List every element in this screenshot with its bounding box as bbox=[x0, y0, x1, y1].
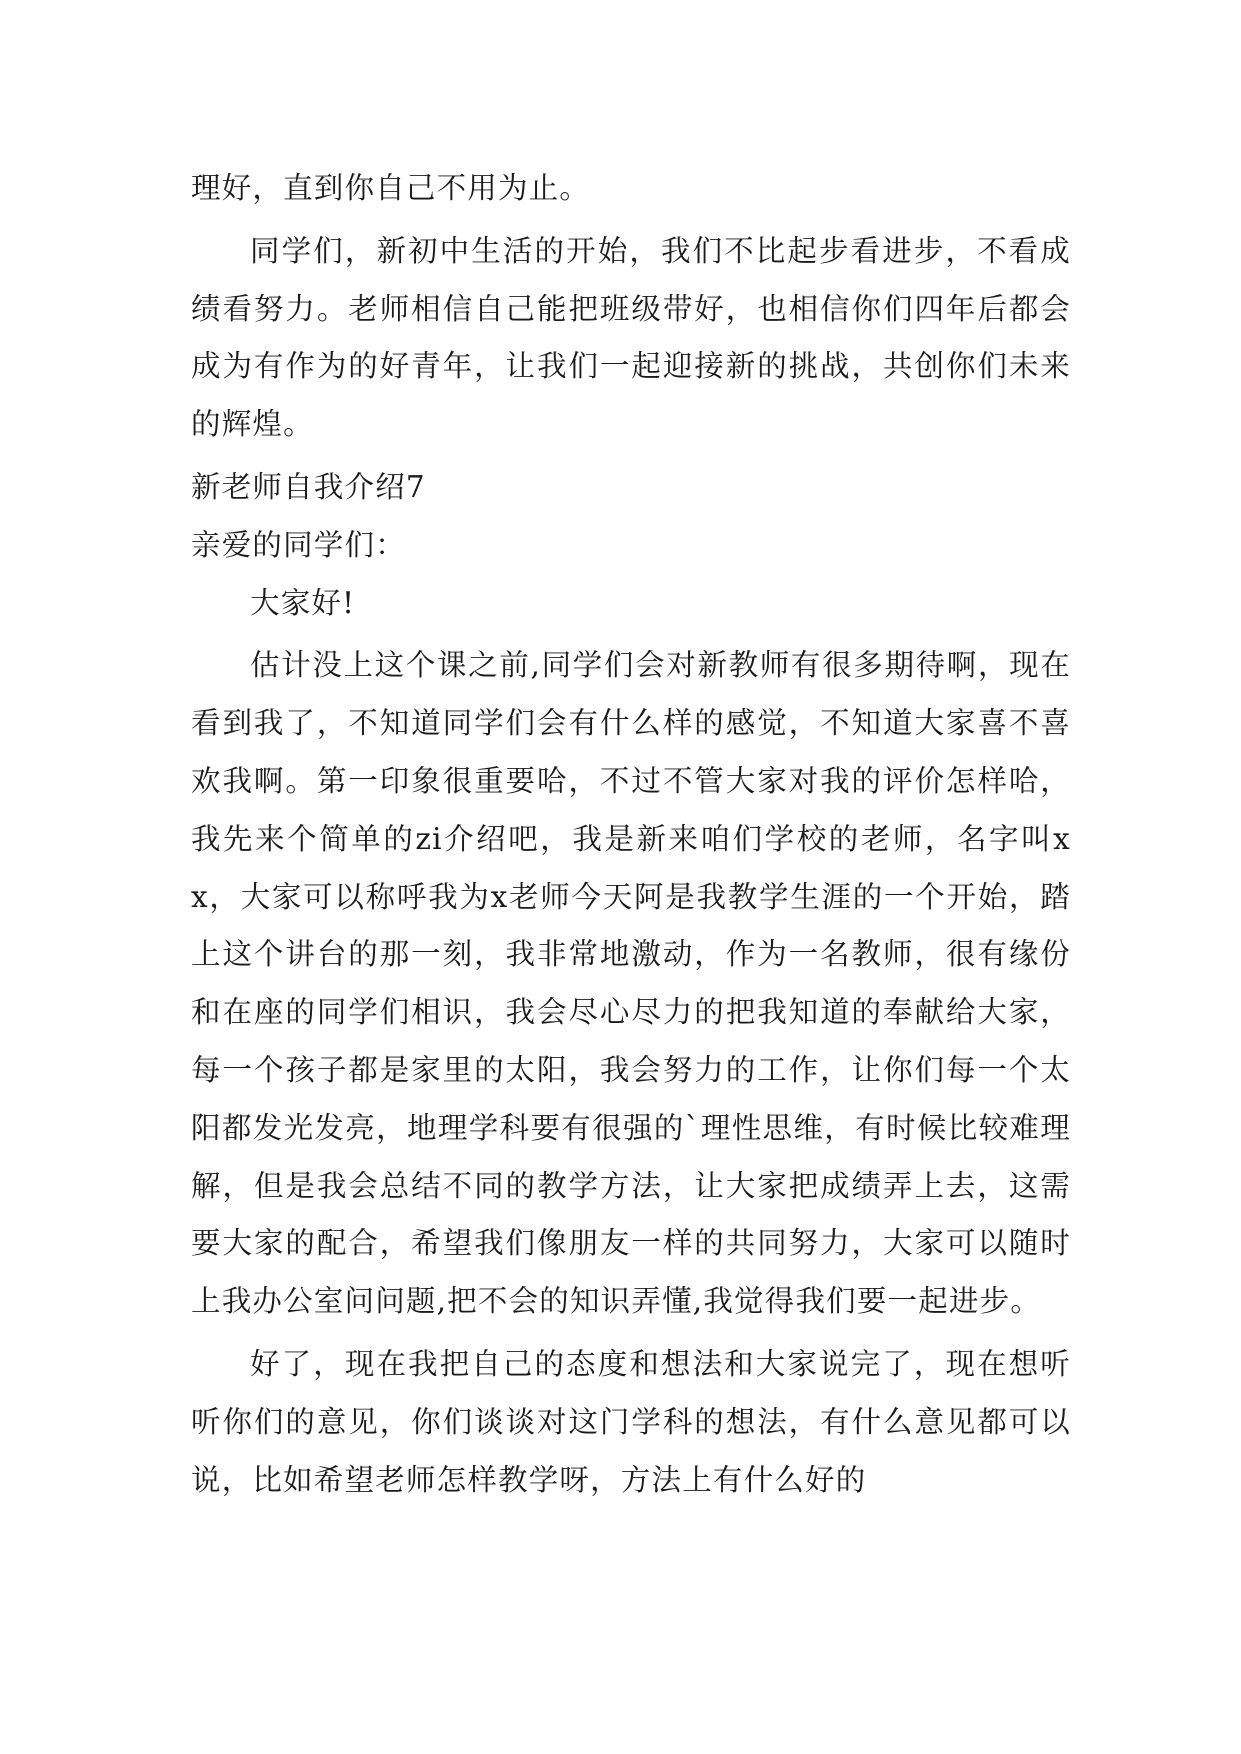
continuation-paragraph: 理好，直到你自己不用为止。 bbox=[191, 171, 591, 205]
greeting: 大家好! bbox=[250, 585, 356, 620]
final-paragraph: 好了，现在我把自己的态度和想法和大家说完了，现在想听听你们的意见，你们谈谈对这门学科的想法，有什么意见都可以说，比如希望老师怎样教学呀，方法上有什么好的 bbox=[191, 1346, 1071, 1497]
closing-paragraph: 同学们，新初中生活的开始，我们不比起步看进步，不看成绩看努力。老师相信自己能把班级带好，也相信你们四年后都会成为有作为的好青年，让我们一起迎接新的挑战，共创你们未来的辉煌。 bbox=[191, 233, 1071, 442]
intro-paragraph: 估计没上这个课之前,同学们会对新教师有很多期待啊，现在看到我了，不知道同学们会有什么样的感觉，不知道大家喜不喜欢我啊。第一印象很重要哈，不过不管大家对我的评价怎样哈，我先来个简单的zi介绍吧，我是新来咱们学校的老师，名字叫xx，大家可以称呼我为x老师今天阿是我教学生涯的一个开始，踏上这个讲台的那一刻，我非常地激动，作为一名教师，很有缘份和在座的同学们相识，我会尽心尽力的把我知道的奉献给大家，每一个孩子都是家里的太阳，我会努力的工作，让你们每一个太阳都发光发亮，地理学科要有很强的`理性思维，有时候比较难理解，但是我会总结不同的教学方法，让大家把成绩弄上去，这需要大家的配合，希望我们像朋友一样的共同努力，大家可以随时上我办公室问问题,把不会的知识弄懂,我觉得我们要一起进步。 bbox=[191, 648, 1071, 1319]
salutation: 亲爱的同学们： bbox=[191, 527, 406, 562]
section-title: 新老师自我介绍7 bbox=[191, 469, 426, 504]
document-body bbox=[191, 160, 1071, 1514]
